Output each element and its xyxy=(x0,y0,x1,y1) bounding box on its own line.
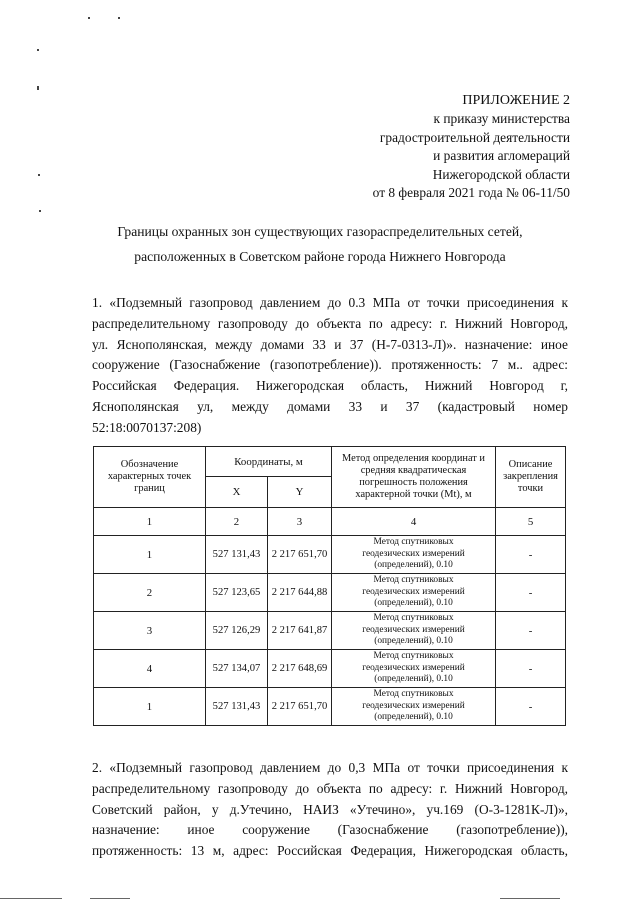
scan-mark xyxy=(118,17,120,19)
paragraph-line: протяженность: 13 м, адрес: Российская Федерация, Нижегородская область, xyxy=(92,843,568,859)
appendix-line: градостроительной деятельности xyxy=(379,129,570,145)
header-description: Описание закрепления точки xyxy=(496,447,566,508)
coordinates-table xyxy=(93,446,566,726)
scan-edge-mark xyxy=(0,898,62,899)
method-line: геодезических измерений xyxy=(362,548,465,559)
method-line: Метод спутниковых xyxy=(373,613,454,624)
paragraph-line: ул. Яснополянская, между домами 33 и 37 (Н-7-0313-Л)». назначение: иное xyxy=(92,336,568,352)
description-cell: - xyxy=(496,650,566,688)
paragraph-line: Яснополянская ул, между домами 33 и 37 (кадастровый номер xyxy=(92,398,568,414)
method-line: Метод спутниковых xyxy=(373,537,454,548)
method-line: геодезических измерений xyxy=(362,700,465,711)
appendix-line: от 8 февраля 2021 года № 06-11/50 xyxy=(372,185,570,201)
table-row xyxy=(94,536,566,574)
method-line: геодезических измерений xyxy=(362,624,465,635)
paragraph-line: распределительному газопроводу до объекта по адресу: г. Нижний Новгород, xyxy=(92,780,568,796)
table-row xyxy=(94,612,566,650)
header-x: X xyxy=(206,477,268,508)
header-method: Метод определения координат и средняя квадратическая погрешность положения характерной точки (Mt), м xyxy=(332,447,496,508)
coord-x: 527 123,65 xyxy=(206,574,268,612)
description-cell: - xyxy=(496,688,566,726)
section-2-paragraph xyxy=(92,758,568,862)
coord-x: 527 126,29 xyxy=(206,612,268,650)
column-number-row xyxy=(94,508,566,536)
column-number: 3 xyxy=(268,508,332,536)
description-cell: - xyxy=(496,536,566,574)
doc-title-line-1: Границы охранных зон существующих газораспределительных сетей, xyxy=(117,224,523,239)
coord-y: 2 217 651,70 xyxy=(268,536,332,574)
header-point-designation: Обозначение характерных точек границ xyxy=(94,447,206,508)
scan-edge-mark xyxy=(90,898,130,899)
column-number: 5 xyxy=(496,508,566,536)
scan-mark xyxy=(39,210,41,212)
scan-mark xyxy=(37,86,39,90)
method-cell xyxy=(332,536,496,574)
scan-edge-mark xyxy=(500,898,560,899)
paragraph-line: Российская Федерация. Нижегородская область, Нижний Новгород г, xyxy=(92,378,568,394)
coord-x: 527 134,07 xyxy=(206,650,268,688)
column-number: 2 xyxy=(206,508,268,536)
point-id: 1 xyxy=(94,536,206,574)
method-line: Метод спутниковых xyxy=(373,575,454,586)
paragraph-line: назначение: иное сооружение (Газоснабжение (газопотребление)), xyxy=(92,822,568,838)
method-cell xyxy=(332,650,496,688)
method-line: (определений), 0.10 xyxy=(374,636,453,647)
paragraph-line: 2. «Подземный газопровод давлением до 0,3 МПа от точки присоединения к xyxy=(92,760,568,775)
description-cell: - xyxy=(496,612,566,650)
coord-x: 527 131,43 xyxy=(206,536,268,574)
description-cell: - xyxy=(496,574,566,612)
method-line: геодезических измерений xyxy=(362,662,465,673)
point-id: 2 xyxy=(94,574,206,612)
appendix-line: Нижегородской области xyxy=(432,166,570,182)
section-1-paragraph xyxy=(92,293,568,439)
appendix-line: к приказу министерства xyxy=(433,111,570,127)
method-line: (определений), 0.10 xyxy=(374,674,453,685)
header-coordinates: Координаты, м xyxy=(206,447,332,477)
paragraph-line: сооружение (Газоснабжение (газопотребление)). протяженность: 7 м.. адрес: xyxy=(92,357,568,373)
table-row xyxy=(94,574,566,612)
coord-y: 2 217 651,70 xyxy=(268,688,332,726)
table-row xyxy=(94,688,566,726)
appendix-line: и развития агломераций xyxy=(433,148,570,164)
doc-title-line-2: расположенных в Советском районе города Нижнего Новгорода xyxy=(134,249,506,264)
method-cell xyxy=(332,612,496,650)
method-line: геодезических измерений xyxy=(362,586,465,597)
paragraph-line: Советский район, у д.Утечино, НАИЗ «Утечино», уч.169 (О-3-1281К-Л)», xyxy=(92,801,568,817)
paragraph-line: распределительному газопроводу до объекта по адресу: г. Нижний Новгород, xyxy=(92,315,568,331)
coord-x: 527 131,43 xyxy=(206,688,268,726)
paragraph-line: 52:18:0070137:208) xyxy=(92,419,202,435)
method-line: Метод спутниковых xyxy=(373,651,454,662)
column-number: 1 xyxy=(94,508,206,536)
method-cell xyxy=(332,688,496,726)
coord-y: 2 217 641,87 xyxy=(268,612,332,650)
table-row xyxy=(94,650,566,688)
paragraph-line: 1. «Подземный газопровод давлением до 0.3 МПа от точки присоединения к xyxy=(92,295,568,310)
point-id: 4 xyxy=(94,650,206,688)
point-id: 1 xyxy=(94,688,206,726)
coord-y: 2 217 648,69 xyxy=(268,650,332,688)
scan-mark xyxy=(88,17,90,19)
method-cell xyxy=(332,574,496,612)
scan-mark xyxy=(37,49,39,51)
method-line: Метод спутниковых xyxy=(373,689,454,700)
method-line: (определений), 0.10 xyxy=(374,560,453,571)
scan-mark xyxy=(38,174,40,176)
appendix-header xyxy=(270,92,570,202)
header-y: Y xyxy=(268,477,332,508)
appendix-title: ПРИЛОЖЕНИЕ 2 xyxy=(462,93,570,108)
coord-y: 2 217 644,88 xyxy=(268,574,332,612)
point-id: 3 xyxy=(94,612,206,650)
method-line: (определений), 0.10 xyxy=(374,598,453,609)
method-line: (определений), 0.10 xyxy=(374,712,453,723)
column-number: 4 xyxy=(332,508,496,536)
